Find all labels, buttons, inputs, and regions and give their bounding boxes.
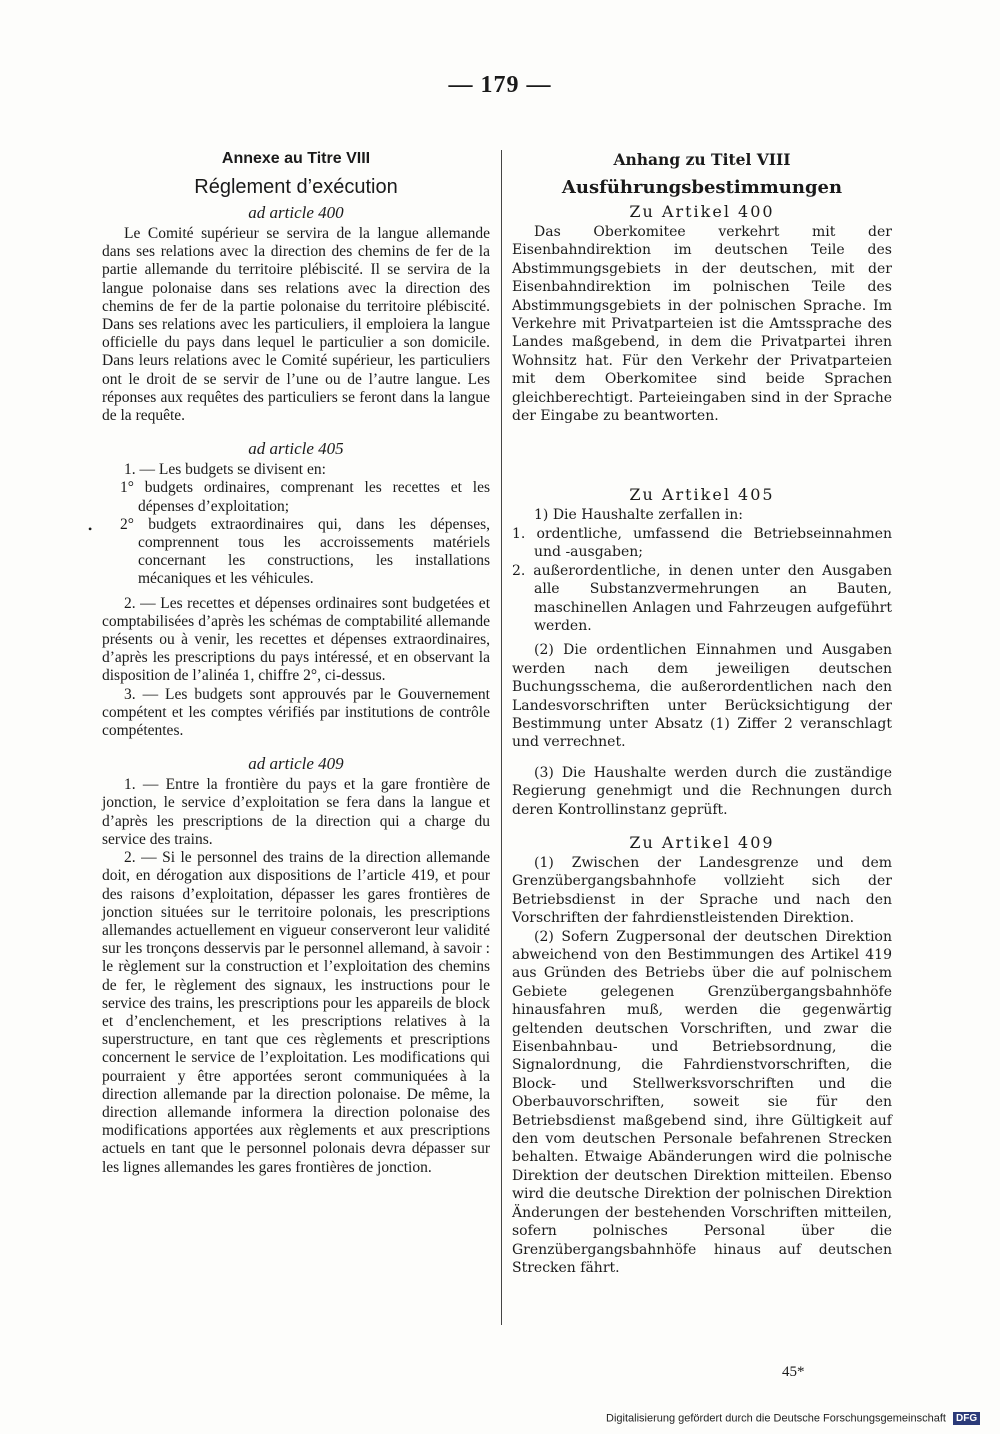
french-art400-heading: ad article 400 (248, 203, 344, 222)
german-art405-item1: 1. ordentliche, umfassend die Betriebseinnahmen und -ausgaben; (512, 525, 892, 561)
german-art405-item2: 2. außerordentliche, in denen unter den Ausgaben alle Substanzvermehrungen an Bauten, maschinellen Anlagen und Fahrzeugen aufgeführt werden. (512, 562, 892, 634)
french-annex-title: Annexe au Titre VIII (221, 150, 371, 167)
german-art405-heading: Zu Artikel 405 (629, 485, 775, 505)
french-art409-heading: ad article 409 (248, 754, 344, 774)
german-art400-text: Das Oberkomitee verkehrt mit der Eisenbahndirektion im deutschen Teile des Abstimmungsgebiets in der deutschen, mit der Eisenbahndirektion im polnischen Teile des Abstimmungsgebiets in der polnischen Sprache. Im Verkehre mit Privatparteien ist die Amtssprache des Landes maßgebend, in dem die Privatpartei ihren Wohnsitz hat. Für den Verkehr der Privatparteien mit dem Oberkomitee sind beide Sprachen gleichberechtigt. Parteieingaben sind in der Sprache der Eingabe zu beantworten. (512, 224, 892, 425)
french-art405-item2: 2° budgets extraordinaires qui, dans les dépenses, comprennent tous les accroissements matériels concernant les constructions, les installations mécaniques et les véhicules. (120, 515, 490, 588)
page-number: — 179 — (448, 72, 552, 98)
french-art405-heading: ad article 405 (248, 439, 344, 459)
german-art409-p1: (1) Zwischen der Landesgrenze und dem Grenzübergangsbahnhofe vollzieht sich der Betriebsdienst in der Sprache und nach den Vorschriften der fahrdienstleistenden Direktion. (512, 854, 892, 927)
french-art409-p2: 2. — Si le personnel des trains de la direction allemande doit, en dérogation aux dispositions de l’article 419, et pour des raisons d’exploitation, dépasser les gares frontières de jonction situées sur le territoire polonais, les prescriptions allemandes actuellement en vigueur conserveront leur validité sur les tronçons desservis par le personnel allemand, à savoir : le règlement sur la construction et l’exploitation des chemins de fer, le règlement des signaux, les instructions pour le service des trains, les prescriptions pour les appareils de block et d’enclenchement, et les prescriptions relatives à la superstructure, en tant que ces règlements et prescriptions concernent le service de l’exploitation. Les modifications qui pourraient y être apportées seront communiquées à la direction allemande par la direction polonaise. De même, la direction allemande informera la direction polonaise des modifications apportées aux règlements et aux prescriptions actuels en tant que le personnel polonais devra dépasser sur les lignes allemandes les gares frontières de jonction. (102, 849, 490, 1176)
german-art409-p2: (2) Sofern Zugpersonal der deutschen Direktion abweichend von den Bestimmungen des Artikel 419 aus Gründen des Betriebs über die auf polnischem Gebiete gelegenen Grenzübergangsbahnhöfe hinausfahren muß, werden die gegenwärtig geltenden deutschen Vorschriften, und zwar die Eisenbahnbau- und Betriebsordnung, die Signalordnung, die Fahrdienstvorschriften, die Block- und Stellwerksvorschriften und die Oberbauvorschriften, soweit sie für den Betriebsdienst maßgebend sind, ihre Gültigkeit auf den vom deutschen Personale befahrenen Strecken behalten. Etwaige Abänderungen wird die polnische Direktion der deutschen Direktion mitteilen. Ebenso wird die deutsche Direktion der polnischen Direktion Änderungen der bestehenden Vorschriften mitteilen, sofern polnisches Personal über die Grenzübergangsbahnhöfe hinaus auf deutschen Strecken fährt. (512, 928, 892, 1276)
french-art405-item1: 1° budgets ordinaires, comprenant les recettes et les dépenses d’exploitation; (120, 479, 490, 515)
german-art405-p3: (3) Die Haushalte werden durch die zuständige Regierung genehmigt und die Rechnungen durch deren Kontrollinstanz geprüft. (512, 764, 892, 818)
french-art405-p2: 2. — Les recettes et dépenses ordinaires sont budgetées et comptabilisées d’après les schémas de comptabilité allemande présents ou à venir, les recettes et dépenses extraordinaires, d’après les prescriptions du pays intéressé, et en observant la disposition de l’alinéa 1, chiffre 2°, ci-dessus. (102, 594, 490, 685)
french-art409-p1: 1. — Entre la frontière du pays et la gare frontière de jonction, le service d’exploitation se fera dans la langue et d’après les prescriptions de la direction qui a charge du service des trains. (102, 776, 490, 848)
german-column (512, 150, 892, 1277)
column-divider (501, 150, 502, 1325)
german-art405-p1: 1) Die Haushalte zerfallen in: (534, 507, 744, 524)
german-art405-p2: (2) Die ordentlichen Einnahmen und Ausgaben werden nach dem jeweiligen deutschen Buchungsschema, die außerordentlichen nach den Landesvorschriften unter Berücksichtigung der Bestimmung unter Absatz (1) Ziffer 2 veranschlagt und verrechnet. (512, 642, 892, 751)
german-regulation-title: Ausführungsbestimmungen (561, 177, 843, 198)
credit-text: Digitalisierung gefördert durch die Deutsche Forschungsgemeinschaft (606, 1412, 946, 1425)
sheet-number: 45* (782, 1364, 805, 1380)
german-annex-title: Anhang zu Titel VIII (613, 150, 791, 169)
french-regulation-title: Réglement d’exécution (194, 176, 398, 198)
german-art400-heading: Zu Artikel 400 (629, 202, 775, 221)
german-art409-heading: Zu Artikel 409 (629, 832, 775, 852)
french-art400-text: Le Comité supérieur se servira de la langue allemande dans ses relations avec la direction des chemins de fer de la partie allemande du territoire plébiscité. Il se servira de la langue polonaise dans ses relations avec la direction des chemins de fer de la partie polonaise du territoire plébiscité. Dans ses relations avec les particuliers, il emploiera la langue officielle du pays dans lequel le particulier a son domicile. Dans leurs relations avec le Comité supérieur, les particuliers ont le droit de se servir de l’une ou de l’autre langue. Les réponses aux requêtes des particuliers se feront dans la langue de la requête. (102, 225, 490, 425)
french-art405-p3: 3. — Les budgets sont approuvés par le Gouvernement compétent et les comptes vérifiés par institutions de contrôle compétentes. (102, 685, 490, 740)
french-art405-p1: 1. — Les budgets se divisent en: (124, 461, 326, 479)
digitization-credit (606, 1412, 980, 1425)
dfg-logo: DFG (953, 1412, 980, 1425)
margin-mark: • (88, 522, 93, 536)
french-column (102, 150, 490, 1177)
